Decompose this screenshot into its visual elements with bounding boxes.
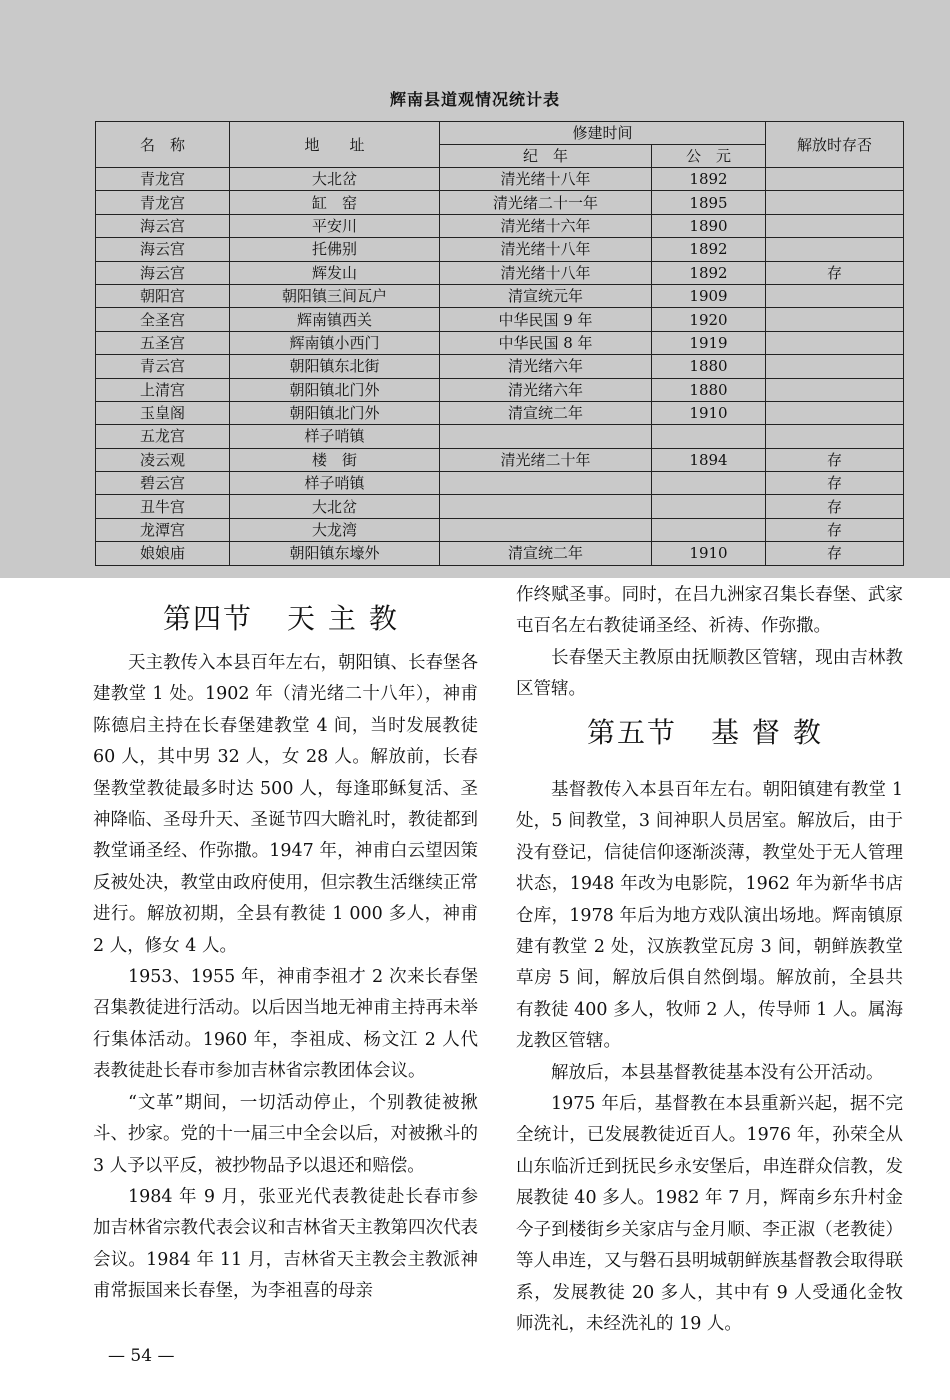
section-4-paragraph: 1953、1955 年，神甫李祖才 2 次来长春堡召集教徒进行活动。以后因当地无神甫主持再未举行集体活动。1960 年，李祖成、杨文江 2 人代表教徒赴长春市参加吉林省宗教团体会议。 — [93, 967, 478, 1082]
table-body — [96, 168, 904, 566]
table-row — [96, 495, 904, 518]
section-5-paragraph: 1975 年后，基督教在本县重新兴起，据不完全统计，已发展教徒近百人。1976 年，孙荣全从山东临沂迁到抚民乡永安堡后，串连群众信教，发展教徒 40 多人。1982 年 7 月，辉南乡东升村金今子到楼街乡关家店与金月顺、李正淑（老教徒）等人串连，又与磐石县明城朝鲜族基督教会取得联系，发展教徒 20 多人，其中有 9 人受通化金牧师洗礼，未经洗礼的 19 人。 — [516, 1094, 903, 1334]
cell-exists — [766, 378, 904, 401]
cell-address: 平安川 — [230, 214, 440, 237]
cell-year — [652, 495, 766, 518]
cell-year: 1895 — [652, 191, 766, 214]
section-4-paragraph: 天主教传入本县百年左右，朝阳镇、长春堡各建教堂 1 处。1902 年（清光绪二十八年），神甫陈德启主持在长春堡建教堂 4 间，当时发展教徒 60 人，其中男 32 人，女 28 人。解放前，长春堡教堂教徒最多时达 500 人，每逢耶稣复活、圣神降临、圣母升天、圣诞节四大瞻礼时，教徒都到教堂诵圣经、作弥撒。1947 年，神甫白云望因策反被处决，教堂由政府使用，但宗教生活继续正常进行。解放初期，全县有教徒 1 000 多人，神甫 2 人，修女 4 人。 — [93, 653, 478, 956]
header-era: 纪 年 — [440, 145, 652, 168]
section-5-body — [516, 775, 903, 1340]
cell-name: 海云宫 — [96, 214, 230, 237]
cell-era — [440, 518, 652, 541]
table-row — [96, 308, 904, 331]
table-row — [96, 518, 904, 541]
cell-name: 丑牛宫 — [96, 495, 230, 518]
cell-address: 样子哨镇 — [230, 425, 440, 448]
cell-exists — [766, 425, 904, 448]
cell-address: 朝阳镇北门外 — [230, 401, 440, 424]
cell-name: 碧云宫 — [96, 472, 230, 495]
cell-exists — [766, 238, 904, 261]
cell-address: 辉南镇小西门 — [230, 331, 440, 354]
cell-exists: 存 — [766, 495, 904, 518]
cell-era: 清光绪六年 — [440, 378, 652, 401]
cell-address: 大北岔 — [230, 495, 440, 518]
section-4-number: 第四节 — [163, 602, 254, 635]
cell-exists: 存 — [766, 261, 904, 284]
cell-era: 清光绪六年 — [440, 355, 652, 378]
cell-era — [440, 472, 652, 495]
table-row — [96, 542, 904, 565]
header-year: 公 元 — [652, 145, 766, 168]
cell-name: 五龙宫 — [96, 425, 230, 448]
cell-era: 清光绪二十年 — [440, 448, 652, 471]
table-row — [96, 168, 904, 191]
cell-era: 清宣统二年 — [440, 401, 652, 424]
table-row — [96, 355, 904, 378]
cell-era: 中华民国 9 年 — [440, 308, 652, 331]
cell-name: 海云宫 — [96, 238, 230, 261]
cell-year: 1892 — [652, 168, 766, 191]
cell-name: 青龙宫 — [96, 191, 230, 214]
cell-exists — [766, 355, 904, 378]
cell-year: 1894 — [652, 448, 766, 471]
cell-address: 大龙湾 — [230, 518, 440, 541]
cell-address: 朝阳镇东北街 — [230, 355, 440, 378]
cell-year — [652, 472, 766, 495]
section-5-heading — [587, 711, 823, 751]
cell-name: 玉皇阁 — [96, 401, 230, 424]
cell-address: 样子哨镇 — [230, 472, 440, 495]
cell-exists — [766, 308, 904, 331]
table-title: 辉南县道观情况统计表 — [389, 90, 560, 109]
cell-year: 1880 — [652, 378, 766, 401]
table-row — [96, 331, 904, 354]
table-row — [96, 284, 904, 307]
taoist-temple-table — [95, 121, 904, 566]
cell-year: 1910 — [652, 542, 766, 565]
cell-name: 青云宫 — [96, 355, 230, 378]
cell-year — [652, 518, 766, 541]
page-number: — 54 — — [108, 1346, 175, 1366]
cell-year — [652, 425, 766, 448]
cell-era: 清光绪十八年 — [440, 238, 652, 261]
table-row — [96, 401, 904, 424]
header-address: 地 址 — [230, 122, 440, 168]
cell-address: 辉发山 — [230, 261, 440, 284]
table-row — [96, 425, 904, 448]
cell-year: 1880 — [652, 355, 766, 378]
section-4-paragraph: “文革”期间，一切活动停止，个别教徒被揪斗、抄家。党的十一届三中全会以后，对被揪斗的 3 人予以平反，被抄物品予以退还和赔偿。 — [93, 1092, 478, 1176]
table-row — [96, 191, 904, 214]
cell-era: 清宣统二年 — [440, 542, 652, 565]
cell-year: 1910 — [652, 401, 766, 424]
cell-name: 青龙宫 — [96, 168, 230, 191]
cell-era: 清光绪十八年 — [440, 168, 652, 191]
cell-name: 龙潭宫 — [96, 518, 230, 541]
cell-address: 朝阳镇北门外 — [230, 378, 440, 401]
cell-name: 娘娘庙 — [96, 542, 230, 565]
cell-address: 辉南镇西关 — [230, 308, 440, 331]
cell-name: 全圣宫 — [96, 308, 230, 331]
header-name: 名 称 — [96, 122, 230, 168]
section-4-title: 天 主 教 — [287, 602, 399, 635]
section-4-heading — [163, 597, 399, 637]
cell-address: 朝阳镇东壕外 — [230, 542, 440, 565]
cell-era — [440, 495, 652, 518]
cell-address: 楼 街 — [230, 448, 440, 471]
cell-address: 托佛别 — [230, 238, 440, 261]
cell-name: 朝阳宫 — [96, 284, 230, 307]
cell-era: 清光绪二十一年 — [440, 191, 652, 214]
cell-era: 中华民国 8 年 — [440, 331, 652, 354]
cell-exists — [766, 331, 904, 354]
cell-name: 凌云观 — [96, 448, 230, 471]
cell-exists — [766, 168, 904, 191]
section-4-paragraph: 1984 年 9 月，张亚光代表教徒赴长春市参加吉林省宗教代表会议和吉林省天主教第四次代表会议。1984 年 11 月，吉林省天主教会主教派神甫常振国来长春堡，为李祖喜的母亲 — [93, 1186, 478, 1302]
cell-name: 海云宫 — [96, 261, 230, 284]
table-row — [96, 472, 904, 495]
table-header-row — [96, 122, 904, 145]
cell-address: 缸 窑 — [230, 191, 440, 214]
cell-address: 朝阳镇三间瓦户 — [230, 284, 440, 307]
cell-exists: 存 — [766, 542, 904, 565]
table-row — [96, 448, 904, 471]
table-row — [96, 378, 904, 401]
cell-exists — [766, 401, 904, 424]
cell-exists: 存 — [766, 518, 904, 541]
cell-exists: 存 — [766, 448, 904, 471]
cell-era — [440, 425, 652, 448]
cell-year: 1920 — [652, 308, 766, 331]
table-row — [96, 238, 904, 261]
section-5-title: 基 督 教 — [711, 716, 823, 749]
cell-exists — [766, 214, 904, 237]
table-row — [96, 261, 904, 284]
section-5-number: 第五节 — [587, 716, 678, 749]
table-row — [96, 214, 904, 237]
cell-era: 清光绪十六年 — [440, 214, 652, 237]
cell-address: 大北岔 — [230, 168, 440, 191]
right-column — [516, 580, 903, 706]
cell-era: 清光绪十八年 — [440, 261, 652, 284]
cell-name: 上清宫 — [96, 378, 230, 401]
section-5-paragraph: 基督教传入本县百年左右。朝阳镇建有教堂 1 处，5 间教堂，3 间神职人员居室。解放后，由于没有登记，信徒信仰逐渐淡薄，教堂处于无人管理状态，1948 年改为电影院，1962 年为新华书店仓库，1978 年后为地方戏队演出场地。辉南镇原建有教堂 2 处，汉族教堂瓦房 3 间，朝鲜族教堂草房 5 间，解放后俱自然倒塌。解放前，全县共有教徒 400 多人，牧师 2 人，传导师 1 人。属海龙教区管辖。 — [516, 780, 903, 1052]
header-build-time: 修建时间 — [440, 122, 766, 145]
left-column — [93, 648, 478, 1308]
cell-exists — [766, 191, 904, 214]
section-4-continuation: 作终赋圣事。同时，在吕九洲家召集长春堡、武家屯百名左右教徒诵圣经、祈祷、作弥撒。 — [516, 585, 903, 637]
cell-exists — [766, 284, 904, 307]
cell-era: 清宣统元年 — [440, 284, 652, 307]
cell-year: 1919 — [652, 331, 766, 354]
table-figure — [0, 0, 950, 578]
section-5-paragraph: 解放后，本县基督教徒基本没有公开活动。 — [551, 1062, 884, 1083]
cell-year: 1892 — [652, 261, 766, 284]
section-4-paragraph: 长春堡天主教原由抚顺教区管辖，现由吉林教区管辖。 — [516, 647, 903, 700]
cell-exists: 存 — [766, 472, 904, 495]
header-exists: 解放时存否 — [766, 122, 904, 168]
cell-year: 1909 — [652, 284, 766, 307]
cell-name: 五圣宫 — [96, 331, 230, 354]
cell-year: 1890 — [652, 214, 766, 237]
cell-year: 1892 — [652, 238, 766, 261]
